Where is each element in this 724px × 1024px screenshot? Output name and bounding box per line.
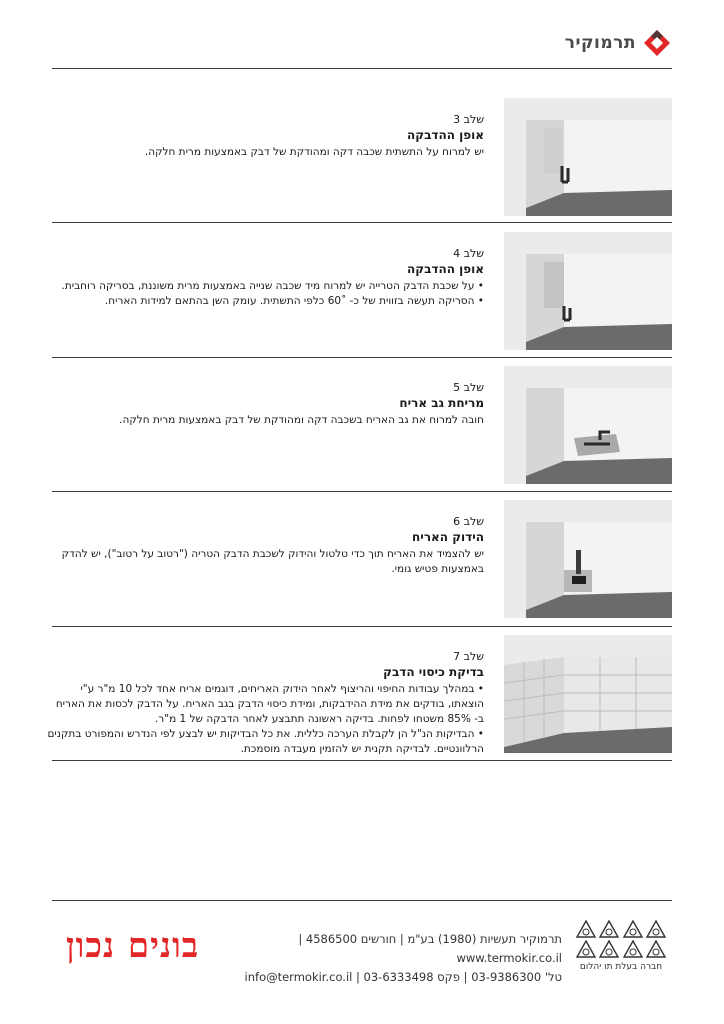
step-3 <box>52 68 672 202</box>
step-line: יש להצמיד את האריח תוך כדי טלטול והידוק לשכבת הדבק הטריה ("רטוב על רטוב"), יש להדק באמצעות פטיש גומי. <box>61 548 484 575</box>
diamond-mark-icon <box>599 940 619 958</box>
step-title: הידוק האריח <box>412 530 484 544</box>
step-7-illustration <box>504 635 672 753</box>
step-line: חובה למרוח את גב האריח בשכבה דקה ומהודקת של דבק באמצעות מרית חלקה. <box>119 414 484 426</box>
brand-logo <box>565 28 672 58</box>
certification-marks <box>576 920 666 972</box>
diamond-mark-icon <box>623 940 643 958</box>
step-5 <box>52 336 672 470</box>
phone-line: טל' 03-9386300 | פקס 03-6333498 | info@termokir.co.il <box>244 970 562 984</box>
step-title: בדיקת כיסוי הדבק <box>383 665 484 679</box>
cert-caption: חברה בעלת תו יהלום <box>579 962 663 972</box>
company-line: תרמוקיר תעשיות (1980) בע"מ | חורשים 4586500 | www.termokir.co.il <box>298 932 562 965</box>
divider <box>52 760 672 761</box>
step-number: שלב 4 <box>453 247 484 260</box>
contact-info <box>202 930 562 987</box>
standard-mark-icon <box>599 920 619 938</box>
step-line: • הבדיקות הנ"ל הן לקבלת הערכה כללית. את כל הבדיקות יש לבצע לפי הנדרש והמפורט בתקנים הרלוונטיים. לבדיקה תקנית יש להזמין מעבדה מוסמכת. <box>47 728 484 755</box>
step-line: יש למרוח על התשתית שכבה דקה ומהודקת של דבק באמצעות מרית חלקה. <box>144 146 484 158</box>
step-number: שלב 3 <box>453 113 484 126</box>
step-4-text <box>44 246 484 309</box>
standard-mark-icon <box>623 920 643 938</box>
step-3-illustration <box>504 98 672 216</box>
footer <box>52 900 672 1010</box>
step-number: שלב 6 <box>453 515 484 528</box>
step-line: • על שכבת הדבק הטרייה יש למרוח מיד שכבה שנייה באמצעות מרית משוננת, בסריקה רוחבית. <box>61 280 484 292</box>
step-5-illustration <box>504 366 672 484</box>
step-7-text <box>44 649 484 757</box>
diamond-mark-icon <box>646 940 666 958</box>
diamond-mark-icon <box>576 940 596 958</box>
step-6-text <box>44 514 484 577</box>
step-6-illustration <box>504 500 672 618</box>
step-title: מריחת גב אריח <box>399 396 484 410</box>
step-number: שלב 7 <box>453 650 484 663</box>
step-3-text <box>44 112 484 160</box>
standard-mark-icon <box>646 920 666 938</box>
step-6 <box>52 470 672 604</box>
step-7 <box>47 605 672 755</box>
step-number: שלב 5 <box>453 381 484 394</box>
step-line: • במהלך עבודות החיפוי והריצוף לאחר הידוק האריחים, דוגמים אריח אחד לכל 10 מ"ר ע"י הוצאתו, בודקים את מידת ההידבקות, ומידת כיסוי הדבק בגב האריח. על הדבק לכסות את האריח ב- 85% משטחו לפחות. בדיקה ראשונה תתבצע לאחר הדבקה של 1 מ"ר. <box>55 683 484 725</box>
step-line: • הסריקה תעשה בזווית של כ- ˚60 כלפי התשתית. עומק השן בהתאם למידות האריח. <box>104 295 484 307</box>
brand-name: תרמוקיר <box>564 33 636 53</box>
step-4 <box>52 202 672 336</box>
standard-mark-icon <box>576 920 596 938</box>
step-5-text <box>44 380 484 428</box>
slogan: בונים נכון <box>66 926 200 966</box>
step-title: אופן ההדבקה <box>407 262 484 276</box>
brand-diamond-icon <box>642 28 672 58</box>
step-4-illustration <box>504 232 672 350</box>
step-title: אופן ההדבקה <box>407 128 484 142</box>
